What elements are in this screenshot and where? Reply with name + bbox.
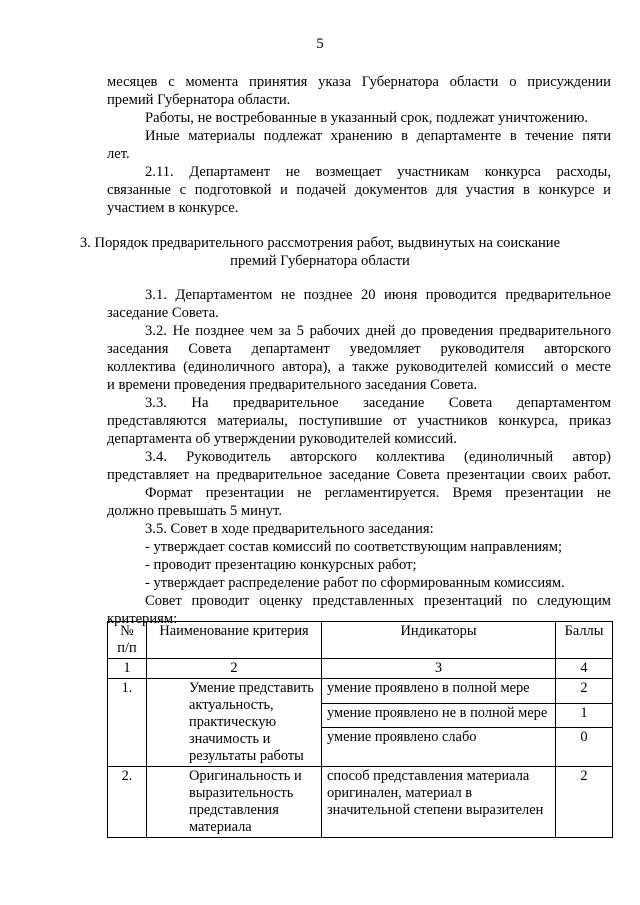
indicator: умение проявлено слабо xyxy=(322,728,556,767)
table-header-row xyxy=(108,622,613,659)
section-line: критериям: xyxy=(107,611,178,627)
indicator: способ представления материала оригинален, материал в значительной степени выразителен xyxy=(322,767,556,838)
column-number: 3 xyxy=(322,659,556,679)
score: 0 xyxy=(556,728,613,767)
section-line: и времени проведения предварительного заседания Совета. xyxy=(107,377,478,393)
criteria-table xyxy=(107,621,613,838)
section-line: департамента об утверждении руководителей комиссий. xyxy=(107,431,457,447)
section-line: 3.4. Руководитель авторского коллектива (единоличный автор) xyxy=(145,449,611,465)
section-line: заседания Совета департамент уведомляет руководителя авторского xyxy=(107,341,611,357)
header-criterion: Наименование критерия xyxy=(147,622,322,659)
paragraph-line: Иные материалы подлежат хранению в департаменте в течение пяти xyxy=(145,128,611,144)
section-line: 3.1. Департаментом не позднее 20 июня проводится предварительное xyxy=(145,287,611,303)
paragraph-line: участием в конкурсе. xyxy=(107,200,239,216)
score: 1 xyxy=(556,703,613,728)
paragraph-line: месяцев с момента принятия указа Губернатора области о присуждении xyxy=(107,74,611,90)
section-line: представляются материалы, поступившие от участников конкурса, приказ xyxy=(107,413,611,429)
page-number: 5 xyxy=(316,36,324,52)
criterion-name: Умение представить актуальность, практическую значимость и результаты работы xyxy=(147,679,322,767)
row-number: 2. xyxy=(108,767,147,838)
section-line: - проводит презентацию конкурсных работ; xyxy=(145,557,417,573)
score: 2 xyxy=(556,679,613,704)
column-number: 2 xyxy=(147,659,322,679)
score: 2 xyxy=(556,767,613,838)
column-number: 1 xyxy=(108,659,147,679)
table-row xyxy=(108,767,613,838)
row-number: 1. xyxy=(108,679,147,767)
section-heading: премий Губернатора области xyxy=(230,253,410,269)
header-number: № п/п xyxy=(108,622,147,659)
section-line: коллектива (единоличного автора), а также руководителей комиссий о месте xyxy=(107,359,611,375)
header-score: Баллы xyxy=(556,622,613,659)
section-line: - утверждает состав комиссий по соответствующим направлениям; xyxy=(145,539,563,555)
section-line: должно превышать 5 минут. xyxy=(107,503,282,519)
paragraph-line: 2.11. Департамент не возмещает участникам конкурса расходы, xyxy=(145,164,611,180)
section-line: 3.3. На предварительное заседание Совета департаментом xyxy=(145,395,611,411)
column-number: 4 xyxy=(556,659,613,679)
paragraph-line: Работы, не востребованные в указанный срок, подлежат уничтожению. xyxy=(145,110,589,126)
paragraph-line: лет. xyxy=(107,146,130,162)
section-line: - утверждает распределение работ по сформированным комиссиям. xyxy=(145,575,565,591)
section-line: Совет проводит оценку представленных презентаций по следующим xyxy=(145,593,611,609)
section-line: заседание Совета. xyxy=(107,305,219,321)
section-line: 3.5. Совет в ходе предварительного заседания: xyxy=(145,521,434,537)
paragraph-line: связанные с подготовкой и подачей документов для участия в конкурсе и xyxy=(107,182,611,198)
section-line: Формат презентации не регламентируется. Время презентации не xyxy=(145,485,611,501)
indicator: умение проявлено не в полной мере xyxy=(322,703,556,728)
criterion-name: Оригинальность и выразительность представления материала xyxy=(147,767,322,838)
indicator: умение проявлено в полной мере xyxy=(322,679,556,704)
header-indicators: Индикаторы xyxy=(322,622,556,659)
section-line: 3.2. Не позднее чем за 5 рабочих дней до проведения предварительного xyxy=(145,323,611,339)
section-heading: 3. Порядок предварительного рассмотрения работ, выдвинутых на соискание xyxy=(79,235,561,251)
paragraph-line: премий Губернатора области. xyxy=(107,92,291,108)
column-number-row xyxy=(108,659,613,679)
section-line: представляет на предварительное заседание Совета презентации своих работ. xyxy=(107,467,611,483)
table-row xyxy=(108,679,613,704)
